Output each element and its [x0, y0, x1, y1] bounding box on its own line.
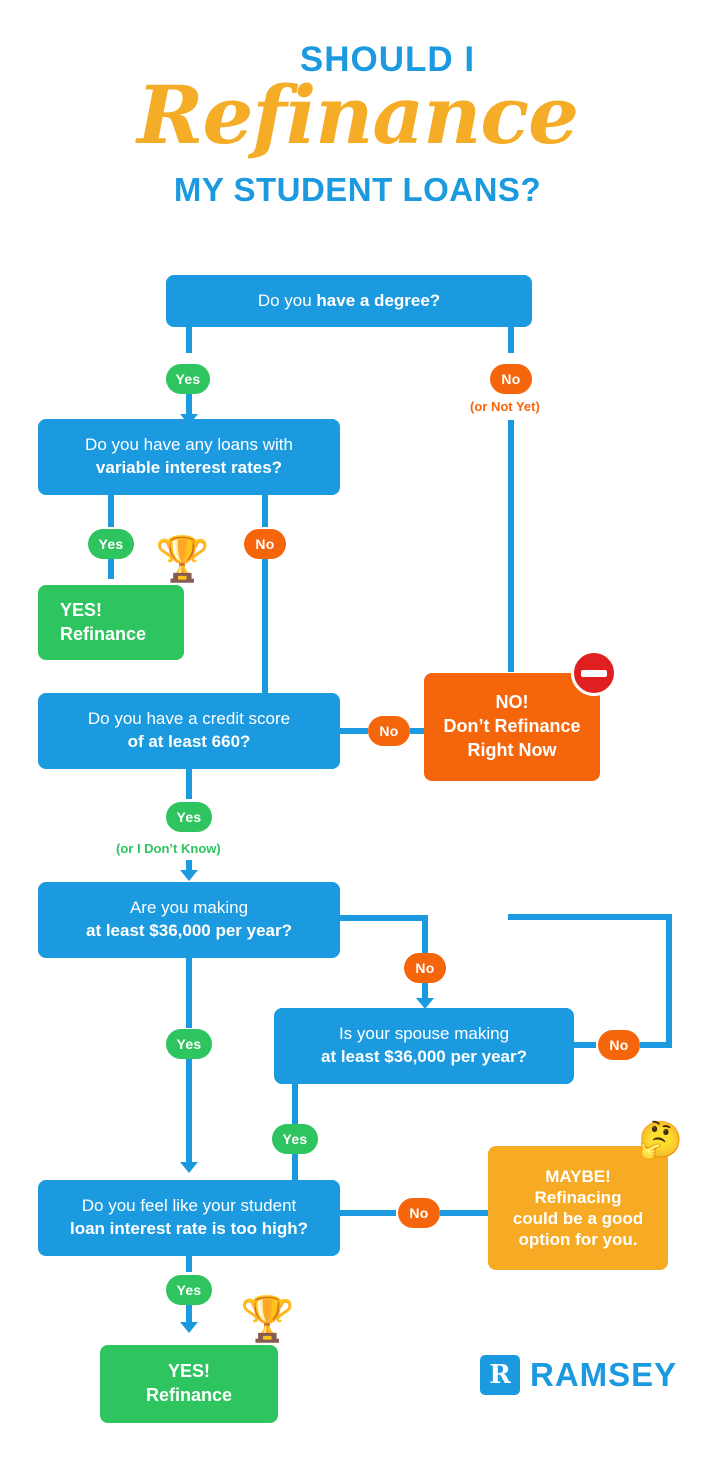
connector-rate-no-h2	[440, 1210, 488, 1216]
connector-spouse-no-v	[666, 914, 672, 1048]
yes-refinance-bottom-line-2: Refinance	[145, 1385, 233, 1405]
node-spouse-making-36000	[274, 1008, 574, 1084]
no-refinance-line-3: Right Now	[467, 739, 557, 760]
node-no-dont-refinance	[424, 673, 600, 781]
connector-degree-yes-horizontal	[186, 327, 192, 353]
connector-variable-yes-stem	[108, 495, 114, 527]
connector-degree-no-long	[508, 420, 514, 672]
connector-spouse-no-h	[574, 1042, 596, 1048]
node-rate-line-2: loan interest rate is too high?	[69, 1219, 309, 1238]
pill-yes-credit: Yes	[166, 802, 212, 832]
node-do-you-have-a-degree	[166, 275, 532, 327]
pill-no-income: No	[404, 953, 446, 983]
title-script: Refinance	[137, 68, 578, 162]
no-refinance-line-2: Don’t Refinance	[443, 716, 581, 737]
pill-yes-rate: Yes	[166, 1275, 212, 1305]
node-yes-refinance-bottom	[100, 1345, 278, 1423]
no-entry-bar	[581, 670, 607, 677]
connector-income-yes-stem-2	[186, 1059, 192, 1167]
node-credit-score	[38, 693, 340, 769]
node-degree-text: Do you have a degree?	[257, 290, 441, 310]
thinking-face-icon: 🤔	[638, 1119, 683, 1160]
connector-rate-no-h	[340, 1210, 396, 1216]
title-line-2: MY STUDENT LOANS?	[173, 171, 542, 208]
yes-refinance-top-line-1: YES!	[60, 599, 103, 620]
connector-credit-yes-stem	[186, 769, 192, 799]
connector-degree-yes-stem	[186, 394, 192, 416]
pill-no-credit: No	[368, 716, 410, 746]
yes-refinance-bottom-line-1: YES!	[167, 1361, 210, 1382]
pill-no-spouse: No	[598, 1030, 640, 1060]
node-yes-refinance-top	[38, 585, 184, 660]
node-rate-line-1: Do you feel like your student	[81, 1196, 297, 1216]
no-refinance-line-1: NO!	[495, 692, 529, 713]
arrow-rate-to-yes-refinance	[180, 1322, 198, 1333]
no-entry-icon	[571, 650, 617, 696]
node-variable-line-2: variable interest rates?	[95, 458, 283, 477]
ramsey-logo	[480, 1355, 677, 1395]
connector-spouse-yes-stem	[292, 1084, 298, 1124]
maybe-line-1: MAYBE!	[545, 1166, 611, 1186]
pill-yes-spouse: Yes	[272, 1124, 318, 1154]
arrow-income-to-rate	[180, 1162, 198, 1173]
connector-rate-yes-stem	[186, 1256, 192, 1272]
connector-variable-yes-stem-2	[108, 559, 114, 579]
yes-refinance-top-line-2: Refinance	[60, 623, 147, 644]
node-interest-rate-too-high	[38, 1180, 340, 1256]
title-script-wrap	[0, 68, 715, 163]
arrow-credit-to-income	[180, 870, 198, 881]
node-income-line-1: Are you making	[129, 898, 249, 918]
node-credit-line-1: Do you have a credit score	[87, 709, 291, 729]
connector-income-no-v	[422, 915, 428, 953]
pill-yes-variable: Yes	[88, 529, 134, 559]
title-line-1: SHOULD I	[299, 40, 476, 79]
trophy-icon: 🏆	[155, 535, 210, 584]
pill-no-variable: No	[244, 529, 286, 559]
connector-credit-no-h1	[340, 728, 368, 734]
trophy-icon-bottom: 🏆	[240, 1295, 295, 1344]
connector-degree-no-stem	[508, 327, 514, 353]
node-spouse-line-1: Is your spouse making	[338, 1024, 510, 1044]
pill-no-rate: No	[398, 1198, 440, 1228]
connector-variable-no-stem	[262, 495, 268, 527]
pill-no-degree: No	[490, 364, 532, 394]
sublabel-or-i-dont-know: (or I Don’t Know)	[116, 841, 221, 856]
ramsey-logo-mark: R	[480, 1355, 520, 1395]
maybe-line-4: option for you.	[518, 1230, 638, 1250]
connector-spouse-no-to-norefinance	[508, 914, 672, 920]
pill-yes-degree: Yes	[166, 364, 210, 394]
sublabel-or-not-yet: (or Not Yet)	[470, 399, 540, 414]
node-variable-interest-rates	[38, 419, 340, 495]
node-are-you-making-36000	[38, 882, 340, 958]
node-variable-line-1: Do you have any loans with	[85, 435, 293, 455]
maybe-line-3: could be a good	[512, 1209, 644, 1228]
node-spouse-line-2: at least $36,000 per year?	[320, 1047, 528, 1066]
connector-income-no-h	[340, 915, 428, 921]
node-income-line-2: at least $36,000 per year?	[85, 921, 293, 940]
node-maybe-refinancing	[488, 1146, 668, 1270]
pill-yes-income: Yes	[166, 1029, 212, 1059]
connector-variable-no-long	[262, 559, 268, 693]
page-title	[0, 42, 715, 206]
maybe-line-2: Refinacing	[534, 1187, 622, 1207]
ramsey-logo-text: RAMSEY	[530, 1356, 678, 1393]
node-credit-line-2: of at least 660?	[127, 732, 251, 751]
connector-income-yes-stem	[186, 958, 192, 1028]
